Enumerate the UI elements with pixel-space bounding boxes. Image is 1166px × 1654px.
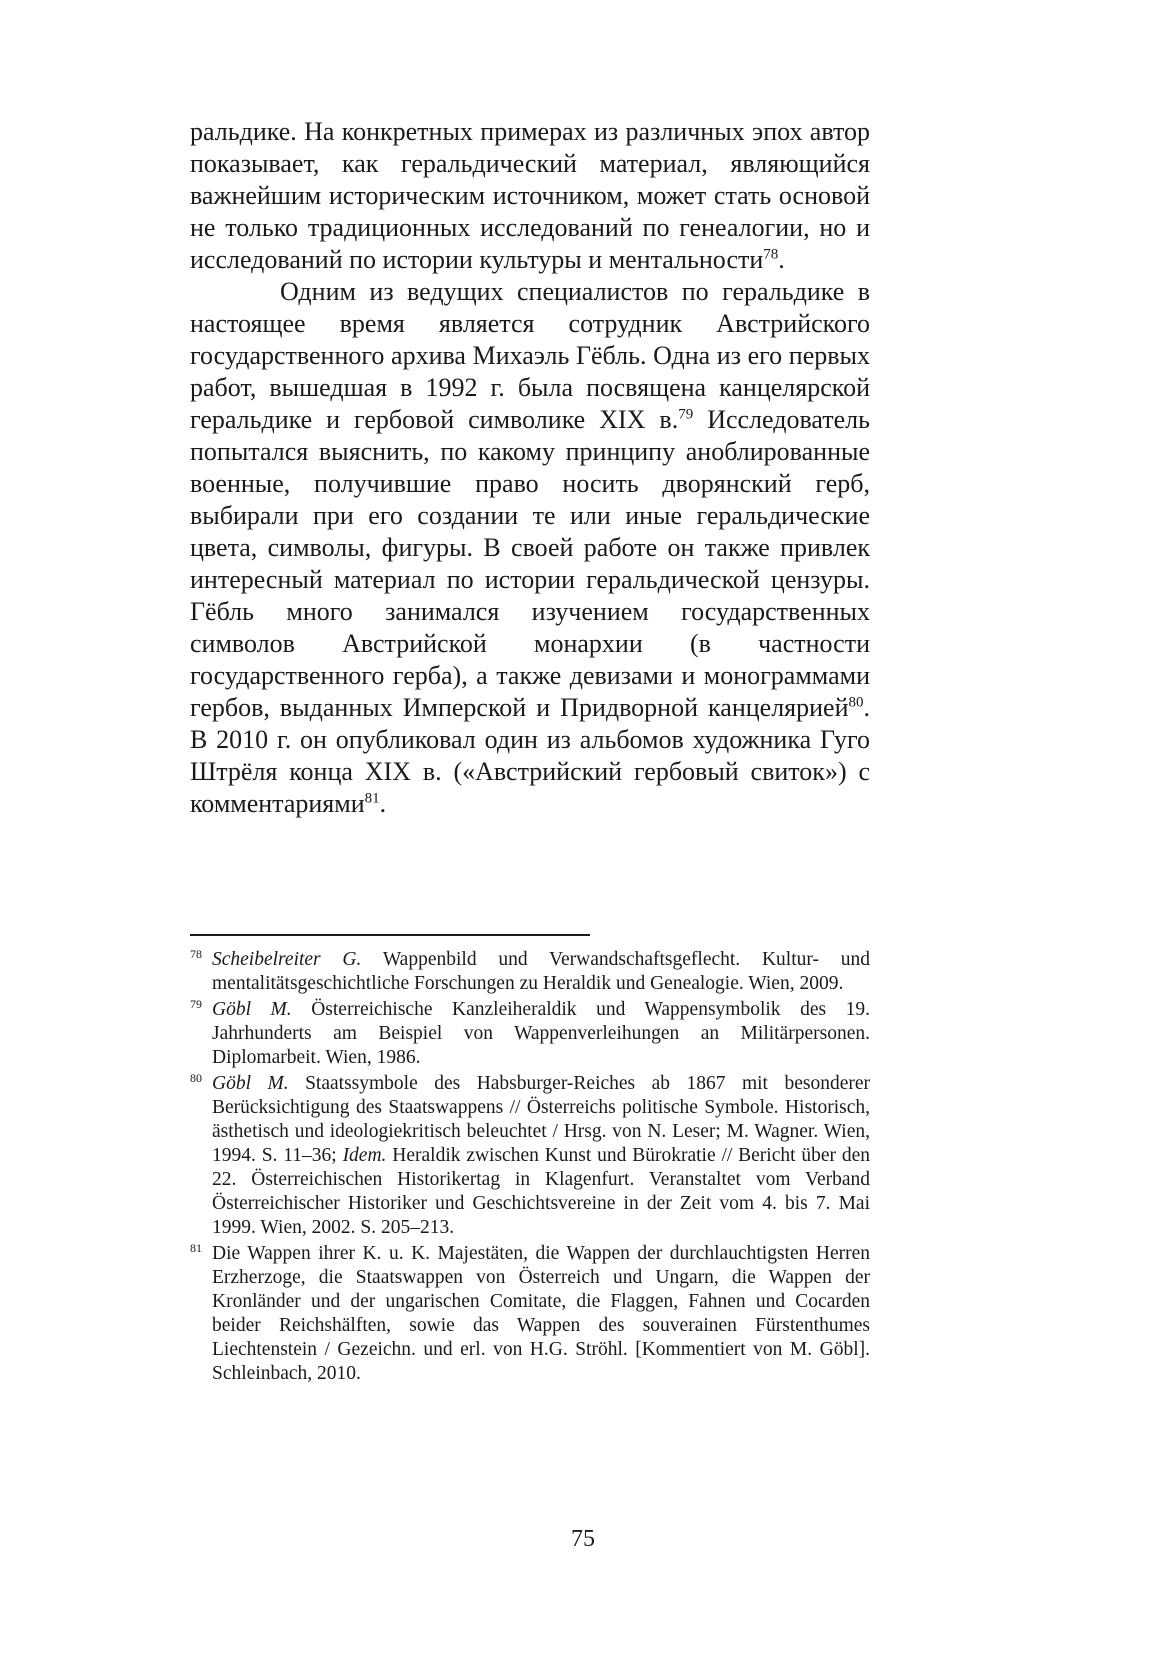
footnote-79: 79 Göbl M. Österreichische Kanzleiheraldik und Wappensymbolik des 19. Jahrhunderts am Beispiel von Wappenverleihungen an Militärpersonen. Diplomarbeit. Wien, 1986. <box>190 996 870 1068</box>
footnote-separator <box>190 934 590 936</box>
footnote-text: Staatssymbole des Habsburger-Reiches ab 1867 mit besonderer Berücksichtigung des Staatswappens // Österreichs politische Symbole. Historisch, ästhetisch und ideologiekritisch beleuchtet / Hrsg. von N. Leser; M. Wagner. Wien, 1994. S. 11–36; <box>212 1073 870 1166</box>
main-text <box>190 116 870 820</box>
footnote-ref-81[interactable]: 81 <box>364 790 380 807</box>
footnote-78: 78 Scheibelreiter G. Wappenbild und Verwandschaftsgeflecht. Kultur- und mentalitätsgeschichtliche Forschungen zu Heraldik und Genealogie. Wien, 2009. <box>190 946 870 994</box>
footnotes <box>190 948 870 1388</box>
paragraph-2 <box>190 276 870 820</box>
footnote-81: 81 Die Wappen ihrer K. u. K. Majestäten, die Wappen der durchlauchtigsten Herren Erzherzoge, die Staatswappen von Österreich und Ungarn, die Wappen der Kronländer und der ungarischen Comitate, die Flaggen, Fahnen und Cocarden beider Reichshälften, sowie das Wappen des souverainen Fürstenthumes Liechtenstein / Gezeichn. und erl. von H.G. Ströhl. [Kommentiert von M. Göbl]. Schleinbach, 2010. <box>190 1240 870 1384</box>
footnote-text: Österreichische Kanzleiheraldik und Wappensymbolik des 19. Jahrhunderts am Beispiel von Wappenverleihungen an Militärpersonen. Diplomarbeit. Wien, 1986. <box>212 999 870 1068</box>
paragraph-2-end: . <box>379 789 387 818</box>
footnote-80: 80 Göbl M. Staatssymbole des Habsburger-Reiches ab 1867 mit besonderer Berücksichtigung des Staatswappens // Österreichs politische Symbole. Historisch, ästhetisch und ideologiekritisch beleuchtet / Hrsg. von N. Leser; M. Wagner. Wien, 1994. S. 11–36; Idem. Heraldik zwischen Kunst und Bürokratie // Bericht über den 22. Österreichischen Historikertag in Klagenfurt. Veranstaltet vom Verband Österreichischer Historiker und Geschichtsvereine in der Zeit vom 4. bis 7. Mai 1999. Wien, 2002. S. 205–213. <box>190 1070 870 1238</box>
footnote-ref-79[interactable]: 79 <box>678 406 694 423</box>
footnote-author: Göbl M. <box>212 1073 289 1094</box>
footnote-text-continued: Heraldik zwischen Kunst und Bürokratie // Bericht über den 22. Österreichischen Historikertag in Klagenfurt. Veranstaltet vom Verband Österreichischer Historiker und Geschichtsvereine in der Zeit vom 4. bis 7. Mai 1999. Wien, 2002. S. 205–213. <box>212 1145 870 1238</box>
footnote-ref-78[interactable]: 78 <box>763 246 779 263</box>
paragraph-1-text: ральдике. На конкретных примерах из различных эпох автор показывает, как геральдический материал, являющийся важнейшим историческим источником, может стать основой не только традиционных исследований по генеалогии, но и исследований по истории культуры и ментальности <box>190 117 870 274</box>
paragraph-2-part-c: . В 2010 г. он опубликовал один из альбомов художника Гуго Штрёля конца XIX в. («Австрийский гербовый свиток») с комментариями <box>190 693 870 818</box>
paragraph-2-part-a: Одним из ведущих специалистов по геральдике в настоящее время является сотрудник Австрийского государственного архива Михаэль Гёбль. Одна из его первых работ, вышедшая в 1992 г. была посвящена канцелярской геральдике и гербовой символике XIX в. <box>190 277 870 434</box>
paragraph-1 <box>190 116 870 276</box>
paragraph-2-part-b: Исследователь попытался выяснить, по какому принципу аноблированные военные, получившие право носить дворянский герб, выбирали при его создании те или иные геральдические цвета, символы, фигуры. В своей работе он также привлек интересный материал по истории геральдической цензуры. Гёбль много занимался изучением государственных символов Австрийской монархии (в частности государственного герба), а также девизами и монограммами гербов, выданных Имперской и Придворной канцелярией <box>190 405 870 722</box>
footnote-author: Scheibelreiter G. <box>212 949 362 970</box>
footnote-idem: Idem. <box>342 1145 387 1166</box>
footnote-author: Göbl M. <box>212 999 292 1020</box>
footnote-text: Die Wappen ihrer K. u. K. Majestäten, die Wappen der durchlauchtigsten Herren Erzherzoge, die Staatswappen von Österreich und Ungarn, die Wappen der Kronländer und der ungarischen Comitate, die Flaggen, Fahnen und Cocarden beider Reichshälften, sowie das Wappen des souverainen Fürstenthumes Liechtenstein / Gezeichn. und erl. von H.G. Ströhl. [Kommentiert von M. Göbl]. Schleinbach, 2010. <box>212 1243 870 1384</box>
paragraph-1-end: . <box>778 245 785 274</box>
footnote-text: Wappenbild und Verwandschaftsgeflecht. Kultur- und mentalitätsgeschichtliche Forschungen zu Heraldik und Genealogie. Wien, 2009. <box>212 949 870 994</box>
footnote-ref-80[interactable]: 80 <box>848 694 864 711</box>
page-number: 75 <box>571 1526 595 1552</box>
